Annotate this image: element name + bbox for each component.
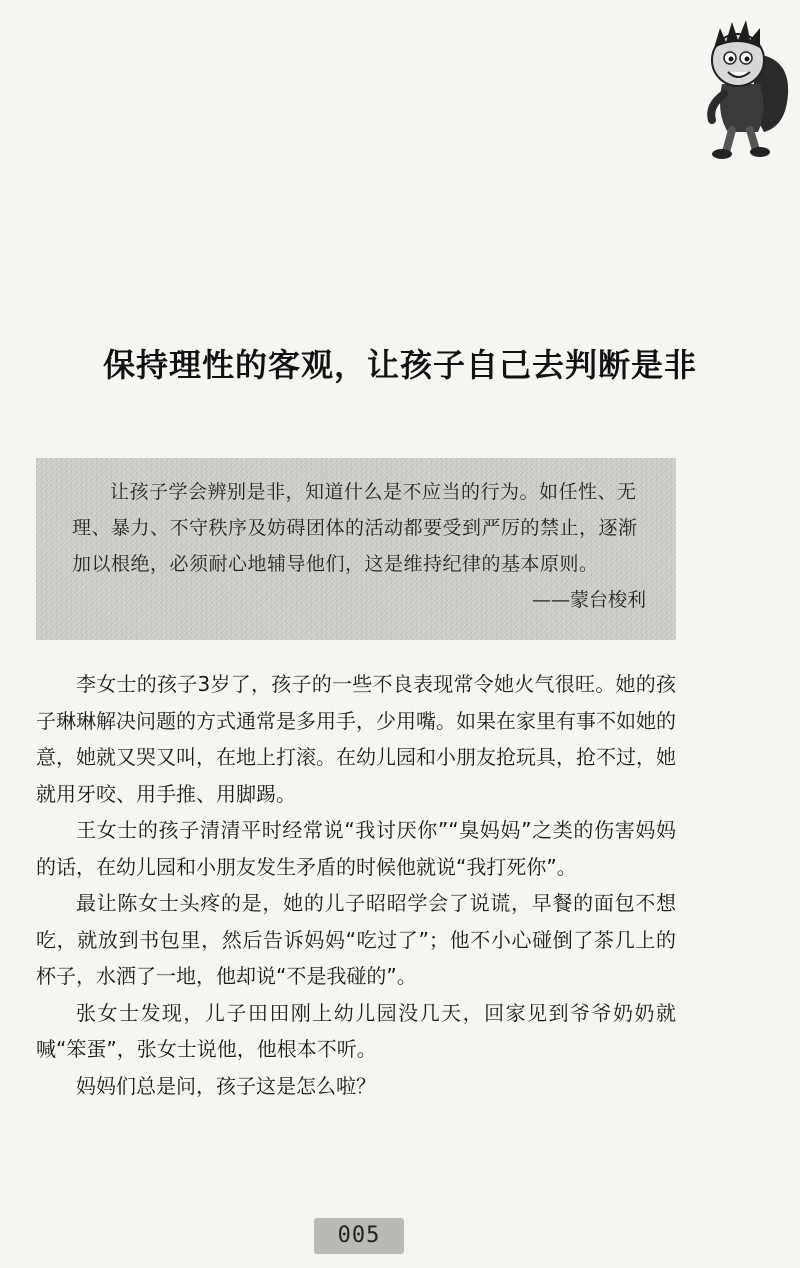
paragraph: 张女士发现，儿子田田刚上幼儿园没几天，回家见到爷爷奶奶就喊“笨蛋”，张女士说他，他根本不听。 — [36, 1000, 676, 1061]
quote-box — [36, 458, 676, 640]
paragraph: 最让陈女士头疼的是，她的儿子昭昭学会了说谎，早餐的面包不想吃，就放到书包里，然后告诉妈妈“吃过了”；他不小心碰倒了茶几上的杯子，水洒了一地，他却说“不是我碰的”。 — [36, 891, 676, 988]
paragraph: 李女士的孩子3岁了，孩子的一些不良表现常令她火气很旺。她的孩子琳琳解决问题的方式通常是多用手，少用嘴。如果在家里有事不如她的意，她就又哭又叫，在地上打滚。在幼儿园和小朋友抢玩具，抢不过，她就用牙咬、用手推、用脚踢。 — [36, 672, 676, 806]
cartoon-boy-icon — [694, 14, 794, 164]
body-text — [36, 666, 676, 1104]
paragraph: 妈妈们总是问，孩子这是怎么啦？ — [76, 1073, 376, 1098]
quote-author: ——蒙台梭利 — [531, 589, 646, 611]
paragraph: 王女士的孩子清清平时经常说“我讨厌你”“臭妈妈”之类的伤害妈妈的话，在幼儿园和小朋友发生矛盾的时候他就说“我打死你”。 — [36, 818, 676, 879]
quote-text: 让孩子学会辨别是非，知道什么是不应当的行为。如任性、无理、暴力、不守秩序及妨碍团体的活动都要受到严厉的禁止，逐渐加以根绝，必须耐心地辅导他们，这是维持纪律的基本原则。 — [72, 481, 638, 575]
page-title: 保持理性的客观，让孩子自己去判断是非 — [102, 346, 697, 384]
page-number: 005 — [314, 1218, 404, 1254]
